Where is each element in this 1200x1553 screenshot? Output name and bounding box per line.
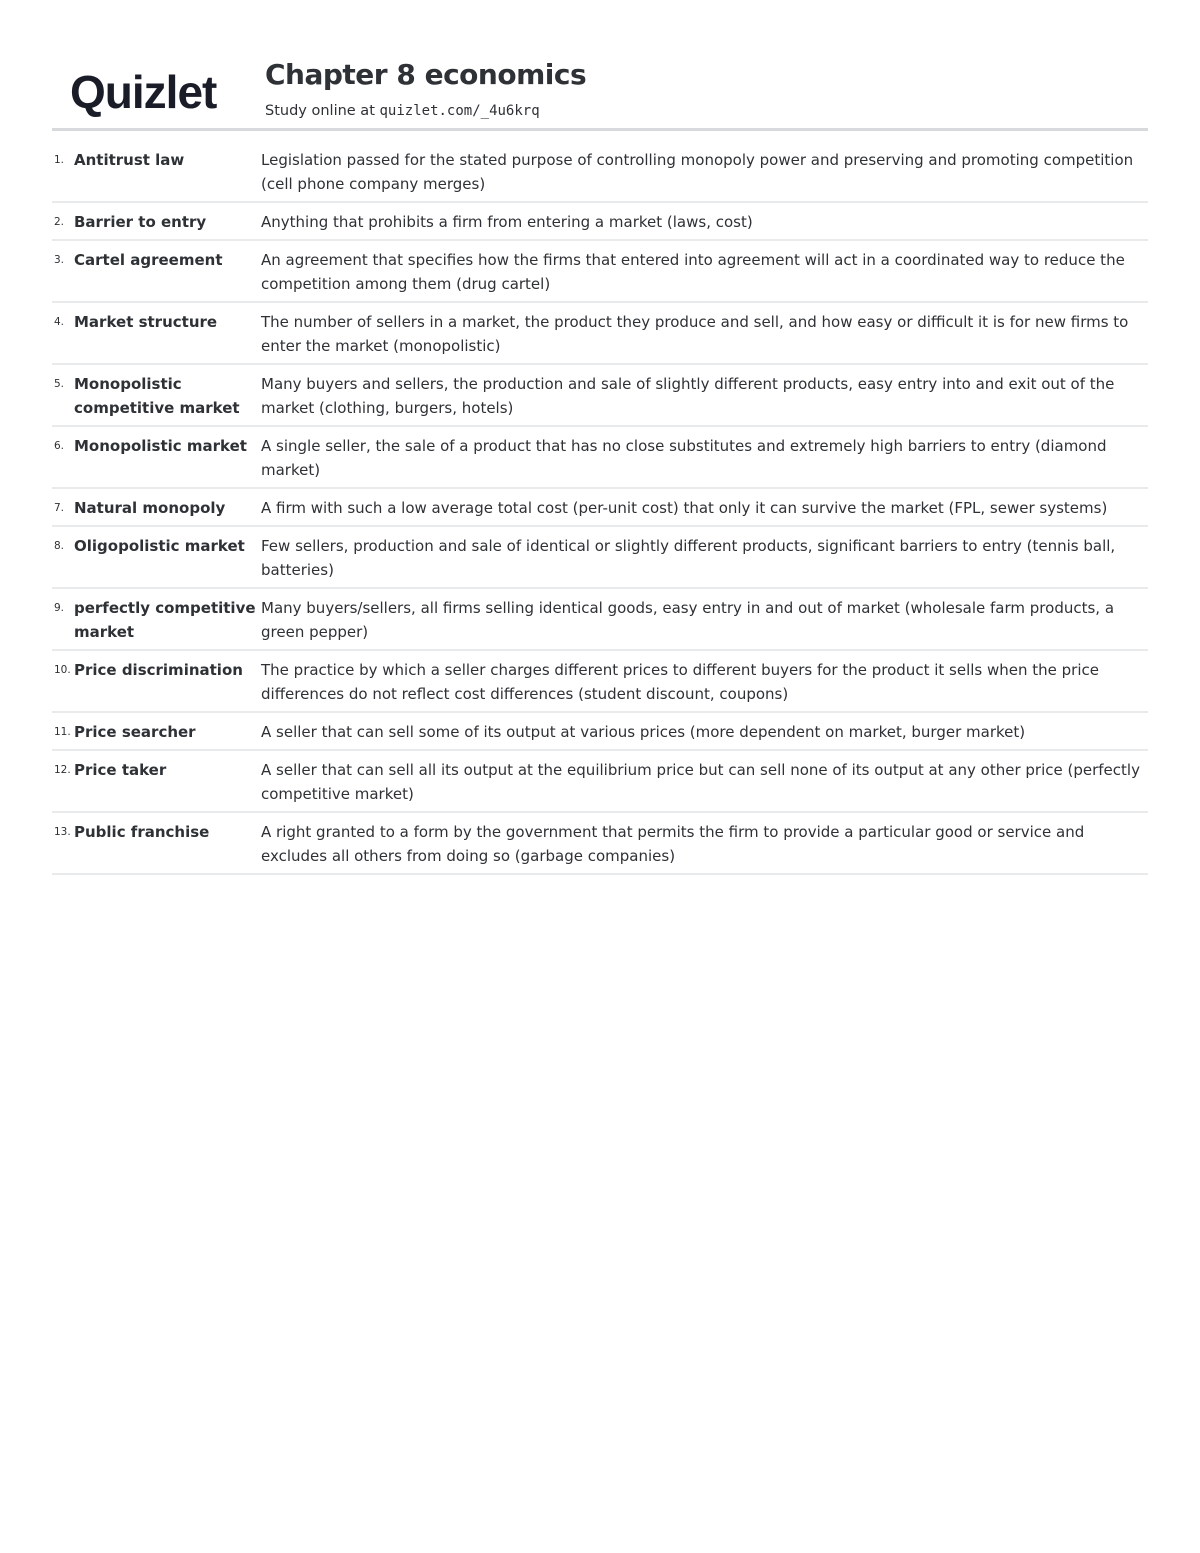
term-row [52,207,1148,241]
term-label: Natural monopoly [74,499,226,517]
term-label: Price searcher [74,723,196,741]
term-label: Monopolistic market [74,437,247,455]
study-online-line [265,101,540,121]
term-row [52,431,1148,489]
term-label: Barrier to entry [74,213,207,231]
term-row [52,817,1148,875]
term-definition: A seller that can sell all its output at the equilibrium price but can sell none of its output at any other price (perfectly competitive market) [261,761,1140,803]
terms-list [52,145,1148,879]
header-divider [52,128,1148,131]
term-label: Cartel agreement [74,251,223,269]
term-label: Monopolistic competitive market [74,375,240,417]
quizlet-logo: Quizlet [70,66,217,118]
term-number: 4. [54,316,65,328]
term-label: Price taker [74,761,167,779]
term-number: 9. [54,602,65,614]
page-title: Chapter 8 economics [265,58,587,91]
term-number: 5. [54,378,65,390]
term-definition: Few sellers, production and sale of identical or slightly different products, significant barriers to entry (tennis ball, batteries) [261,537,1116,579]
term-row [52,493,1148,527]
page-header [52,52,1148,132]
term-definition: A single seller, the sale of a product that has no close substitutes and extremely high barriers to entry (diamond market) [261,437,1107,479]
term-label: Antitrust law [74,151,185,169]
term-definition: Anything that prohibits a firm from entering a market (laws, cost) [261,213,753,231]
term-row [52,307,1148,365]
term-label: perfectly competitive market [74,599,256,641]
term-number: 10. [54,664,71,676]
term-row [52,531,1148,589]
term-label: Price discrimination [74,661,243,679]
term-row [52,655,1148,713]
term-row [52,755,1148,813]
term-row [52,369,1148,427]
term-label: Market structure [74,313,218,331]
term-row [52,245,1148,303]
term-definition: The number of sellers in a market, the product they produce and sell, and how easy or difficult it is for new firms to enter the market (monopolistic) [261,313,1129,355]
term-definition: Legislation passed for the stated purpose of controlling monopoly power and preserving and promoting competition (cell phone company merges) [261,151,1134,193]
term-definition: An agreement that specifies how the firms that entered into agreement will act in a coordinated way to reduce the competition among them (drug cartel) [261,251,1125,293]
term-number: 3. [54,254,65,266]
term-row [52,593,1148,651]
term-number: 7. [54,502,65,514]
term-definition: The practice by which a seller charges different prices to different buyers for the product it sells when the price differences do not reflect cost differences (student discount, coupons) [261,661,1099,703]
term-number: 6. [54,440,65,452]
term-number: 12. [54,764,71,776]
term-definition: Many buyers and sellers, the production and sale of slightly different products, easy entry into and exit out of the market (clothing, burgers, hotels) [261,375,1115,417]
term-number: 2. [54,216,65,228]
term-row [52,717,1148,751]
study-prefix: Study online at [265,103,380,119]
term-number: 8. [54,540,65,552]
term-definition: A right granted to a form by the government that permits the firm to provide a particular good or service and excludes all others from doing so (garbage companies) [261,823,1085,865]
term-number: 13. [54,826,71,838]
term-row [52,145,1148,203]
term-definition: A firm with such a low average total cost (per-unit cost) that only it can survive the market (FPL, sewer systems) [261,499,1108,517]
study-url-link[interactable]: quizlet.com/_4u6krq [379,103,540,119]
term-definition: Many buyers/sellers, all firms selling identical goods, easy entry in and out of market (wholesale farm products, a green pepper) [261,599,1115,641]
term-label: Oligopolistic market [74,537,245,555]
term-label: Public franchise [74,823,210,841]
term-number: 1. [54,154,65,166]
term-definition: A seller that can sell some of its output at various prices (more dependent on market, burger market) [261,723,1026,741]
term-number: 11. [54,726,71,738]
